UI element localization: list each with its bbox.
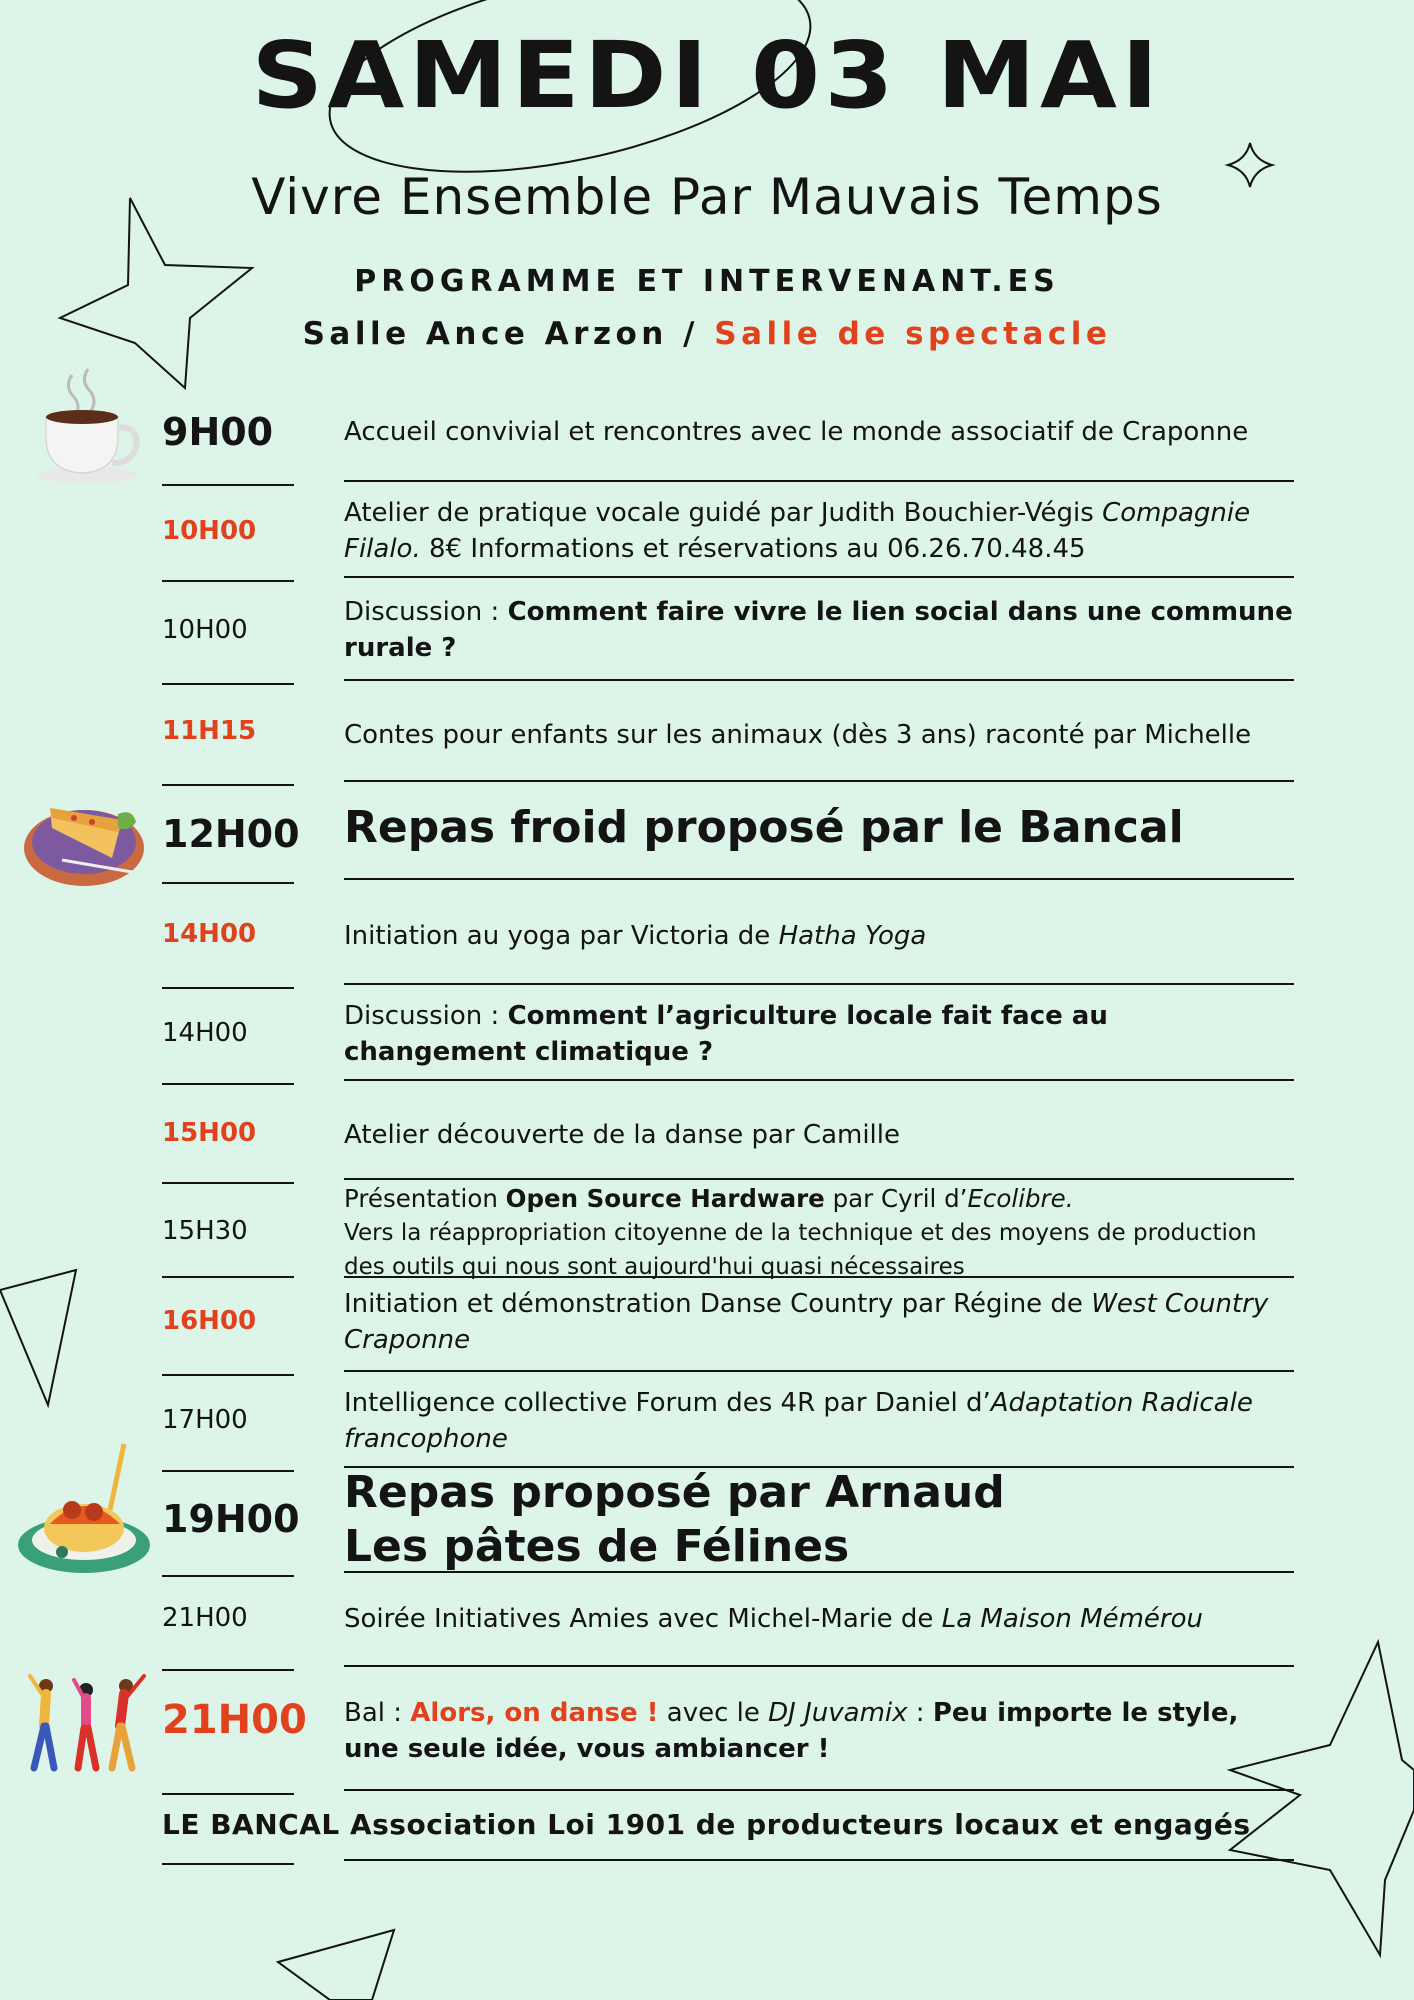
description-accent: Alors, on danse ! <box>410 1698 659 1728</box>
schedule-description <box>344 594 1294 666</box>
divider <box>344 1079 1294 1081</box>
schedule-time: 16H00 <box>162 1306 257 1336</box>
description-italic: Compagnie Filalo. <box>344 498 1251 564</box>
star-outline-icon <box>1230 1642 1414 1955</box>
description-text: Soirée Initiatives Amies avec Michel-Marie de <box>344 1604 942 1634</box>
description-italic: Adaptation Radicale francophone <box>344 1388 1253 1454</box>
schedule-description: Contes pour enfants sur les animaux (dès 3 ans) raconté par Michelle <box>344 720 1252 750</box>
page-title: SAMEDI 03 MAI <box>251 22 1163 129</box>
description-bold: Open Source Hardware <box>505 1184 825 1213</box>
schedule-description <box>344 998 1294 1070</box>
program-heading: PROGRAMME ET INTERVENANT.ES <box>354 264 1060 299</box>
quiche-plate-icon <box>22 780 152 890</box>
meal-title: Repas proposé par Arnaud <box>344 1467 1005 1518</box>
schedule-description <box>344 1182 1294 1283</box>
schedule-description <box>344 1695 1294 1767</box>
divider <box>344 1789 1294 1791</box>
dancers-icon <box>24 1668 154 1778</box>
description-text: Initiation au yoga par Victoria de <box>344 921 779 951</box>
venue-main: Salle Ance Arzon / <box>302 316 699 352</box>
description-italic: Hatha Yoga <box>778 921 927 951</box>
description-italic: Ecolibre. <box>967 1184 1074 1213</box>
divider <box>344 576 1294 578</box>
divider <box>162 1276 294 1278</box>
divider <box>162 987 294 989</box>
event-subtitle: Vivre Ensemble Par Mauvais Temps <box>251 168 1163 226</box>
venue-accent: Salle de spectacle <box>714 316 1112 352</box>
divider <box>344 1665 1294 1667</box>
triangle-outline-icon <box>278 1930 394 2000</box>
divider <box>162 1863 294 1865</box>
description-text: avec le <box>658 1698 769 1728</box>
divider <box>162 882 294 884</box>
description-text: : <box>907 1698 933 1728</box>
divider <box>162 580 294 582</box>
description-italic: La Maison Mémérou <box>941 1604 1203 1634</box>
schedule-description <box>344 1601 1294 1637</box>
footer-association: LE BANCAL Association Loi 1901 de producteurs locaux et engagés <box>162 1808 1251 1841</box>
schedule-description: Atelier découverte de la danse par Camille <box>344 1120 901 1150</box>
description-bold: Peu importe le style, une seule idée, vous ambiancer ! <box>344 1698 1239 1764</box>
divider <box>344 1859 1294 1861</box>
schedule-time: 14H00 <box>162 1018 248 1048</box>
schedule-time: 12H00 <box>162 812 300 856</box>
schedule-description <box>344 1466 1294 1574</box>
description-text: Bal : <box>344 1698 411 1728</box>
description-bold: Comment l’agriculture locale fait face au changement climatique ? <box>344 1001 1108 1067</box>
schedule-description <box>344 1286 1294 1358</box>
description-text: Discussion : <box>344 1001 508 1031</box>
divider <box>162 1083 294 1085</box>
schedule-description <box>344 918 1294 954</box>
divider <box>344 1571 1294 1573</box>
schedule-time: 19H00 <box>162 1497 300 1541</box>
divider <box>162 683 294 685</box>
schedule-time: 17H00 <box>162 1405 248 1435</box>
description-text: Discussion : <box>344 597 508 627</box>
divider <box>162 484 294 486</box>
triangle-outline-icon <box>0 1270 76 1405</box>
description-text: 8€ Informations et réservations au 06.26.70.48.45 <box>420 534 1086 564</box>
schedule-description: Accueil convivial et rencontres avec le monde associatif de Craponne <box>344 417 1249 447</box>
schedule-time: 14H00 <box>162 919 257 949</box>
divider <box>162 1374 294 1376</box>
schedule-time: 10H00 <box>162 615 248 645</box>
pasta-plate-icon <box>14 1440 154 1580</box>
divider <box>162 1470 294 1472</box>
divider <box>344 1276 1294 1278</box>
coffee-cup-icon <box>32 355 142 485</box>
meal-subtitle: Les pâtes de Félines <box>344 1521 850 1572</box>
divider <box>162 784 294 786</box>
venue-line <box>0 316 1414 352</box>
schedule-time: 9H00 <box>162 410 274 454</box>
schedule-time: 15H30 <box>162 1216 248 1246</box>
description-bold: Comment faire vivre le lien social dans une commune rurale ? <box>344 597 1293 663</box>
description-detail: Vers la réappropriation citoyenne de la technique et des moyens de production des outils qui nous sont aujourd'hui quasi nécessaires <box>344 1220 1257 1280</box>
schedule-time: 21H00 <box>162 1603 248 1633</box>
schedule-description: Repas froid proposé par le Bancal <box>344 802 1184 853</box>
divider <box>344 780 1294 782</box>
divider <box>162 1669 294 1671</box>
description-text: Présentation <box>344 1184 506 1213</box>
divider <box>344 878 1294 880</box>
schedule-time: 15H00 <box>162 1118 257 1148</box>
divider <box>344 1370 1294 1372</box>
description-text: Intelligence collective Forum des 4R par Daniel d’ <box>344 1388 991 1418</box>
schedule-description <box>344 1385 1294 1457</box>
divider <box>344 480 1294 482</box>
description-text: par Cyril d’ <box>824 1184 968 1213</box>
description-text: Atelier de pratique vocale guidé par Judith Bouchier-Végis <box>344 498 1103 528</box>
description-text: Initiation et démonstration Danse Country par Régine de <box>344 1289 1092 1319</box>
schedule-time: 11H15 <box>162 716 257 746</box>
divider <box>162 1793 294 1795</box>
schedule-description <box>344 495 1294 567</box>
divider <box>344 1178 1294 1180</box>
divider <box>162 1575 294 1577</box>
divider <box>162 1182 294 1184</box>
divider <box>344 983 1294 985</box>
schedule-time: 10H00 <box>162 516 257 546</box>
schedule-time: 21H00 <box>162 1697 307 1743</box>
divider <box>344 679 1294 681</box>
description-italic: West Country Craponne <box>344 1289 1269 1355</box>
description-italic: DJ Juvamix <box>768 1698 908 1728</box>
